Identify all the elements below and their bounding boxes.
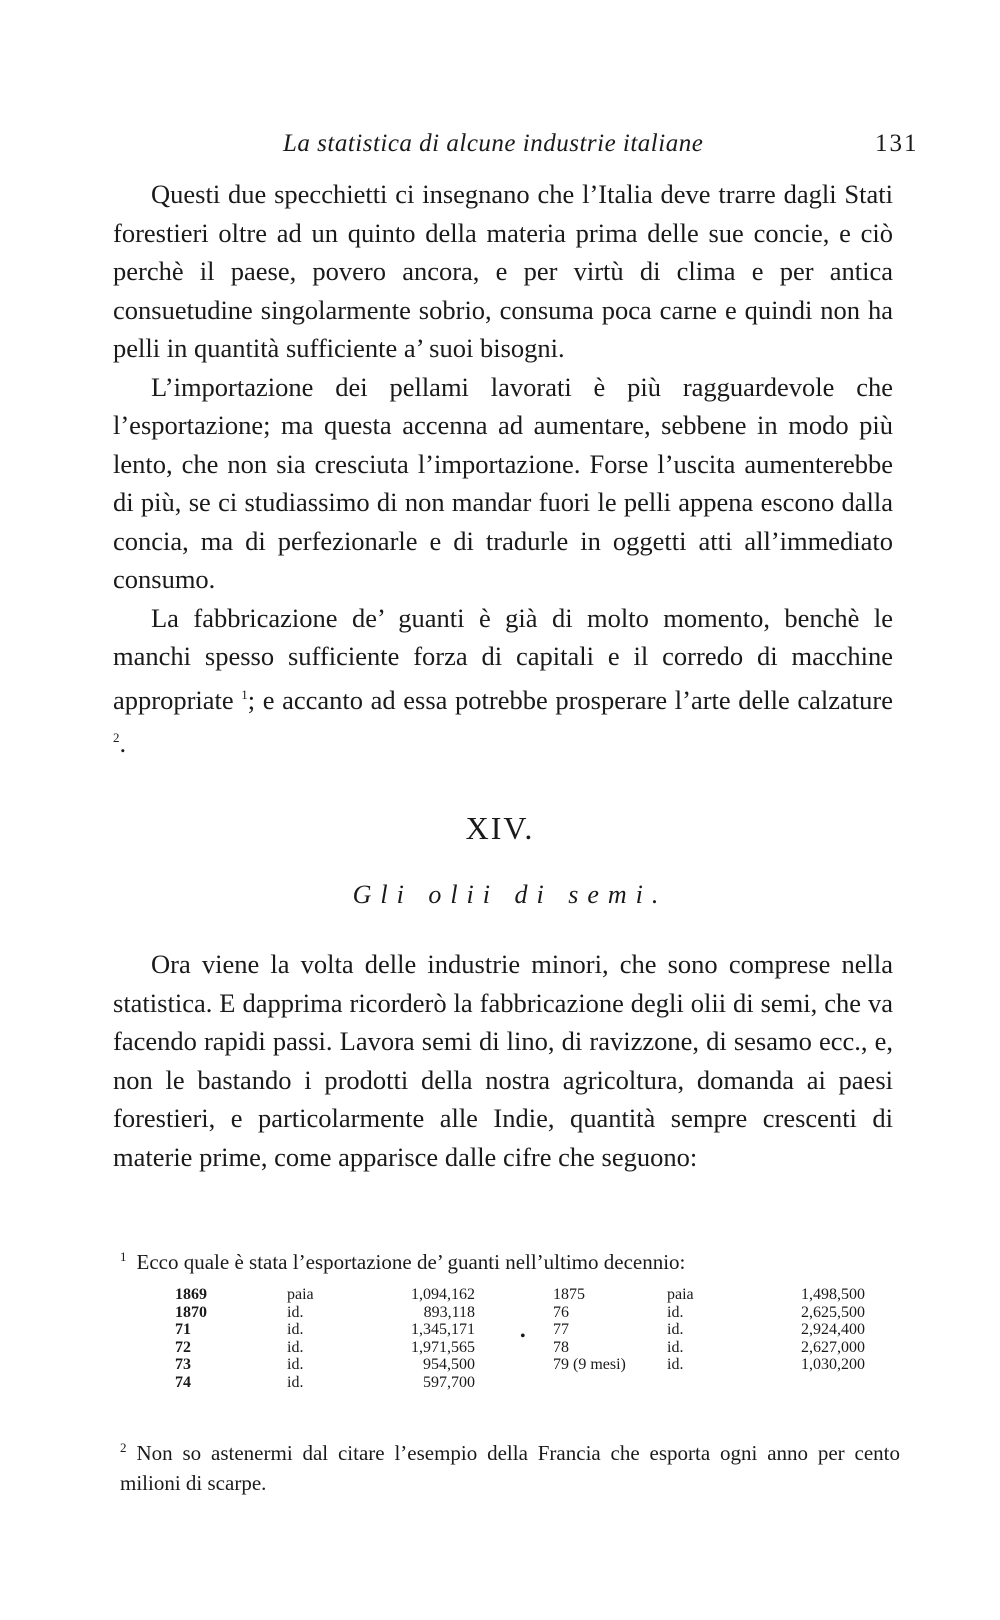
table-cell-value: 2,625,500 (801, 1303, 865, 1321)
section-number: XIV. (465, 810, 535, 846)
table-cell-unit: paia (667, 1286, 694, 1303)
page-number: 131 (875, 130, 919, 157)
footnote-ref-1: 1 (241, 686, 248, 702)
footnote-mark: 1 (120, 1249, 127, 1264)
table-col-unit-left (287, 1286, 337, 1391)
paragraph: L’importazione dei pellami lavorati è più ragguardevole che l’esportazione; ma questa accenna ad aumentare, sebbene in modo più lento, che non sia cresciuta l’importazione. Forse l’uscita aumenterebbe di più, se ci studiassimo di non mandar fuori le pelli appena escono dalla concia, ma di perfezionarle e di tradurle in oggetti atti all’immediato consumo. (113, 371, 893, 594)
table-col-unit-right (667, 1286, 717, 1374)
table-cell-year: 1875 (553, 1286, 585, 1303)
table-col-value-left (385, 1286, 475, 1391)
table-cell-value: 2,924,400 (801, 1321, 865, 1338)
table-cell-year: 71 (175, 1321, 191, 1338)
paragraph-text: ; e accanto ad essa potrebbe prosperare l’arte delle calzature (247, 684, 893, 715)
table-cell-unit: id. (667, 1338, 684, 1356)
table-cell-value: 1,030,200 (801, 1356, 865, 1373)
footnote-text: Ecco quale è stata l’esportazione de’ guanti nell’ultimo decennio: (136, 1250, 686, 1274)
running-title: La statistica di alcune industrie italiane (283, 130, 704, 157)
table-cell-value: 2,627,000 (801, 1338, 865, 1356)
paragraph: Ora viene la volta delle industrie minori, che sono comprese nella statistica. E dapprima ricorderò la fabbricazione degli olii di semi, che va facendo rapidi passi. Lavora semi di lino, di ravizzone, di sesamo ecc., e, non le bastando i prodotti della nostra agricoltura, domanda ai paesi forestieri, e particolarmente alle Indie, quantità sempre crescenti di materie prime, come apparisce dalle cifre che seguono: (113, 949, 893, 1172)
table-cell-year: 76 (553, 1303, 569, 1321)
table-cell-value: 1,345,171 (411, 1321, 475, 1338)
section-title: Gli olii di semi. (352, 880, 668, 909)
body-text-after-section (113, 945, 893, 1176)
body-text-before-section (113, 175, 893, 762)
table-cell-value: 597,700 (423, 1373, 475, 1391)
table-cell-unit: id. (667, 1321, 684, 1338)
paragraph: Questi due specchietti ci insegnano che l’Italia deve trarre dagli Stati forestieri oltre ad un quinto della materia prima delle sue concie, e ciò perchè il paese, povero ancora, e per virtù di clima e per antica consuetudine singolarmente sobrio, consuma poca carne e quindi non ha pelli in quantità sufficiente a’ suoi bisogni. (113, 179, 893, 363)
footnote-ref-2: 2 (113, 729, 120, 745)
table-col-year-left (175, 1286, 235, 1391)
table-col-value-right (755, 1286, 865, 1374)
table-col-year-right (553, 1286, 663, 1374)
table-cell-year: 73 (175, 1356, 191, 1373)
table-cell-unit: id. (287, 1373, 304, 1391)
paragraph-gloves (113, 599, 893, 763)
table-cell-value: 1,094,162 (411, 1286, 475, 1303)
table-cell-unit: id. (667, 1303, 684, 1321)
table-cell-year: 78 (553, 1338, 569, 1356)
table-cell-unit: id. (287, 1356, 304, 1373)
table-cell-year: 1870 (175, 1303, 207, 1321)
footnote-2 (120, 1433, 900, 1498)
table-cell-value: 893,118 (423, 1303, 475, 1321)
table-cell-unit: id. (287, 1321, 304, 1338)
footnote-1 (120, 1242, 900, 1277)
footnote-text: Non so astenermi dal citare l’esempio della Francia che esporta ogni anno per cento milioni di scarpe. (120, 1441, 900, 1495)
table-bullet: • (520, 1328, 526, 1345)
table-cell-value: 1,498,500 (801, 1286, 865, 1303)
table-cell-unit: id. (287, 1303, 304, 1321)
table-cell-value: 1,971,565 (411, 1338, 475, 1356)
table-cell-unit: id. (287, 1338, 304, 1356)
paragraph-end: . (119, 727, 127, 758)
table-cell-unit: paia (287, 1286, 314, 1303)
table-cell-year: 1869 (175, 1286, 207, 1303)
table-cell-year: 74 (175, 1373, 191, 1391)
table-cell-year: 79 (9 mesi) (553, 1356, 626, 1373)
table-cell-value: 954,500 (423, 1356, 475, 1373)
table-cell-year: 72 (175, 1338, 191, 1356)
table-cell-year: 77 (553, 1321, 569, 1338)
paragraph-text: La fabbricazione de’ guanti è già di molto momento, benchè le manchi spesso sufficiente forza di capitali e il corredo di macchine appropriate (113, 602, 893, 715)
footnote-mark: 2 (120, 1440, 127, 1455)
table-cell-unit: id. (667, 1356, 684, 1373)
